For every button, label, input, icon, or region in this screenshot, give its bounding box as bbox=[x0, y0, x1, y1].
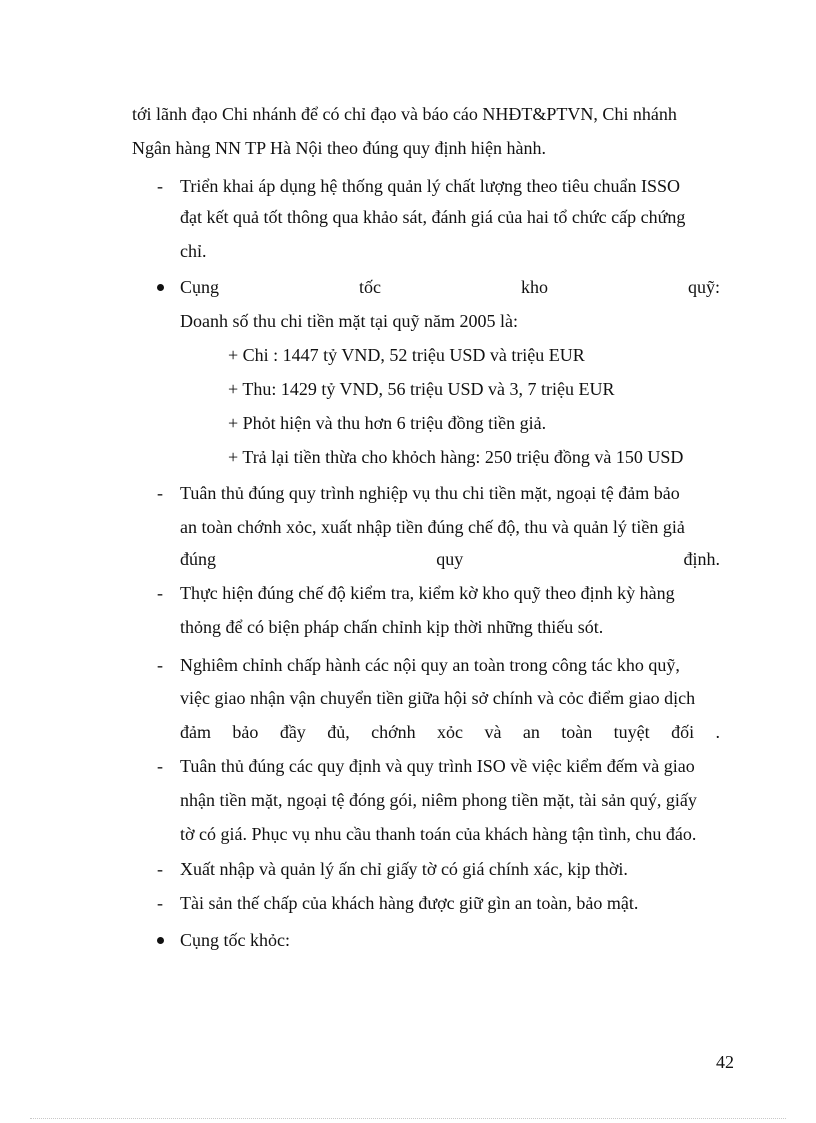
word: bảo bbox=[232, 722, 259, 742]
word: định. bbox=[683, 549, 720, 569]
list-item-text: Triển khai áp dụng hệ thống quản lý chất lượng theo tiêu chuẩn ISSO bbox=[180, 176, 681, 196]
sub-item: + Trả lại tiền thừa cho khỏch hàng: 250 triệu đồng và 150 USD bbox=[228, 447, 684, 467]
heading-word: quỹ: bbox=[687, 277, 720, 297]
list-dash: - bbox=[157, 893, 163, 913]
section-heading bbox=[180, 275, 720, 299]
heading-word: Cụng bbox=[180, 277, 220, 297]
list-item-text: chỉ. bbox=[180, 241, 207, 261]
list-dash: - bbox=[157, 176, 163, 196]
list-item-text: Nghiêm chỉnh chấp hành các nội quy an toàn trong công tác kho quỹ, bbox=[180, 655, 680, 675]
paragraph-line: Doanh số thu chi tiền mặt tại quỹ năm 2005 là: bbox=[180, 311, 518, 331]
list-item-text: việc giao nhận vận chuyển tiền giữa hội sở chính và cỏc điểm giao dịch bbox=[180, 688, 696, 708]
word: đảm bbox=[180, 722, 211, 742]
word: . bbox=[715, 722, 720, 742]
paragraph-line: Ngân hàng NN TP Hà Nội theo đúng quy định hiện hành. bbox=[132, 138, 546, 158]
heading-word: kho bbox=[520, 277, 548, 297]
list-item-text: Tuân thủ đúng các quy định và quy trình ISO về việc kiểm đếm và giao bbox=[180, 756, 695, 776]
word: đầy bbox=[279, 722, 306, 742]
list-dash: - bbox=[157, 583, 163, 603]
list-item-text: Tài sản thế chấp của khách hàng được giữ gìn an toàn, bảo mật. bbox=[180, 893, 639, 913]
word: quy bbox=[436, 549, 464, 569]
heading-word: tốc bbox=[359, 277, 381, 297]
word: chớnh bbox=[371, 722, 416, 742]
list-item-text: đạt kết quả tốt thông qua khảo sát, đánh giá của hai tổ chức cấp chứng bbox=[180, 207, 686, 227]
list-item-text: Xuất nhập và quản lý ấn chỉ giấy tờ có giá chính xác, kịp thời. bbox=[180, 859, 628, 879]
list-item-text: an toàn chớnh xỏc, xuất nhập tiền đúng chế độ, thu và quản lý tiền giả bbox=[180, 517, 685, 537]
word: an bbox=[522, 722, 540, 742]
list-dash: - bbox=[157, 756, 163, 776]
word: đủ, bbox=[327, 722, 350, 742]
page-number: 42 bbox=[716, 1052, 734, 1072]
footer-divider bbox=[30, 1118, 786, 1119]
word: đúng bbox=[180, 549, 216, 569]
list-item-text: Thực hiện đúng chế độ kiểm tra, kiểm kờ kho quỹ theo định kỳ hàng bbox=[180, 583, 675, 603]
list-dash: - bbox=[157, 483, 163, 503]
word: xỏc bbox=[437, 722, 464, 742]
list-dash: - bbox=[157, 859, 163, 879]
sub-item: + Chi : 1447 tỷ VND, 52 triệu USD và triệu EUR bbox=[228, 345, 585, 365]
list-item-text: nhận tiền mặt, ngoại tệ đóng gói, niêm phong tiền mặt, tài sản quý, giấy bbox=[180, 790, 697, 810]
list-dash: - bbox=[157, 655, 163, 675]
list-item-text bbox=[180, 720, 720, 744]
word: và bbox=[484, 722, 502, 742]
word: tuyệt bbox=[613, 722, 650, 742]
list-item-text: Tuân thủ đúng quy trình nghiệp vụ thu chi tiền mặt, ngoại tệ đảm bảo bbox=[180, 483, 680, 503]
bullet-icon bbox=[157, 937, 164, 944]
paragraph-line: tới lãnh đạo Chi nhánh để có chỉ đạo và báo cáo NHĐT&PTVN, Chi nhánh bbox=[132, 104, 677, 124]
list-item-text: tờ có giá. Phục vụ nhu cầu thanh toán của khách hàng tận tình, chu đáo. bbox=[180, 824, 697, 844]
bullet-icon bbox=[157, 284, 164, 291]
section-heading: Cụng tốc khỏc: bbox=[180, 930, 290, 950]
sub-item: + Phỏt hiện và thu hơn 6 triệu đồng tiền giả. bbox=[228, 413, 547, 433]
word: đối bbox=[671, 722, 695, 742]
word: toàn bbox=[561, 722, 593, 742]
list-item-text: thỏng để có biện pháp chấn chỉnh kịp thời những thiếu sót. bbox=[180, 617, 604, 637]
list-item-text bbox=[180, 547, 720, 571]
sub-item: + Thu: 1429 tỷ VND, 56 triệu USD và 3, 7 triệu EUR bbox=[228, 379, 615, 399]
